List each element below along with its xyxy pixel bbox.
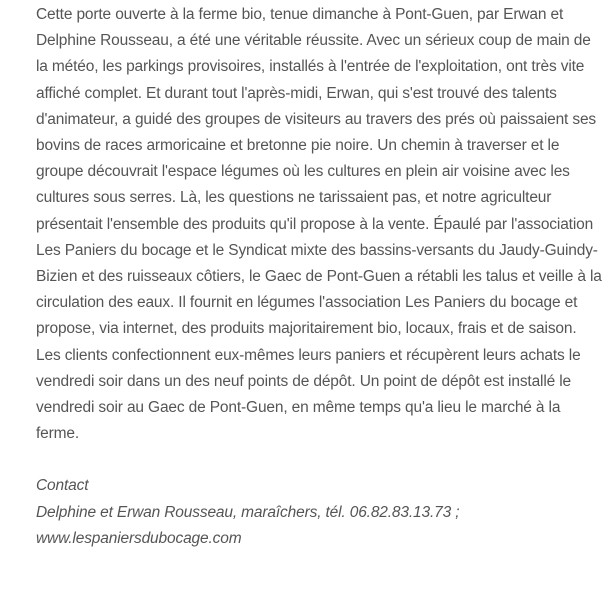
contact-website: www.lespaniersdubocage.com <box>36 530 242 548</box>
article <box>36 2 604 553</box>
article-body: Cette porte ouverte à la ferme bio, tenue dimanche à Pont-Guen, par Erwan et Delphine Rousseau, a été une véritable réussite. Avec un sérieux coup de main de la météo, les parkings provisoires, installés à l'entrée de l'exploitation, ont très vite affiché complet. Et durant tout l'après-midi, Erwan, qui s'est trouvé des talents d'animateur, a guidé des groupes de visiteurs au travers des prés où paissaient ses bovins de races armoricaine et bretonne pie noire. Un chemin à traverser et le groupe découvrait l'espace légumes où les cultures en plein air voisine avec les cultures sous serres. Là, les questions ne tarissaient pas, et notre agriculteur présentait l'ensemble des produits qu'il propose à la vente. Épaulé par l'association Les Paniers du bocage et le Syndicat mixte des bassins-versants du Jaudy-Guindy-Bizien et des ruisseaux côtiers, le Gaec de Pont-Guen a rétabli les talus et veille à la circulation des eaux. Il fournit en légumes l'association Les Paniers du bocage et propose, via internet, des produits majoritairement bio, locaux, frais et de saison. Les clients confectionnent eux-mêmes leurs paniers et récupèrent leurs achats le vendredi soir dans un des neuf points de dépôt. Un point de dépôt est installé le vendredi soir au Gaec de Pont-Guen, en même temps qu'a lieu le marché à la ferme. <box>36 6 602 443</box>
contact-block <box>36 473 604 553</box>
contact-names: Delphine et Erwan Rousseau, maraîchers, tél. 06.82.83.13.73 ; <box>36 503 460 521</box>
contact-heading: Contact <box>36 477 89 495</box>
